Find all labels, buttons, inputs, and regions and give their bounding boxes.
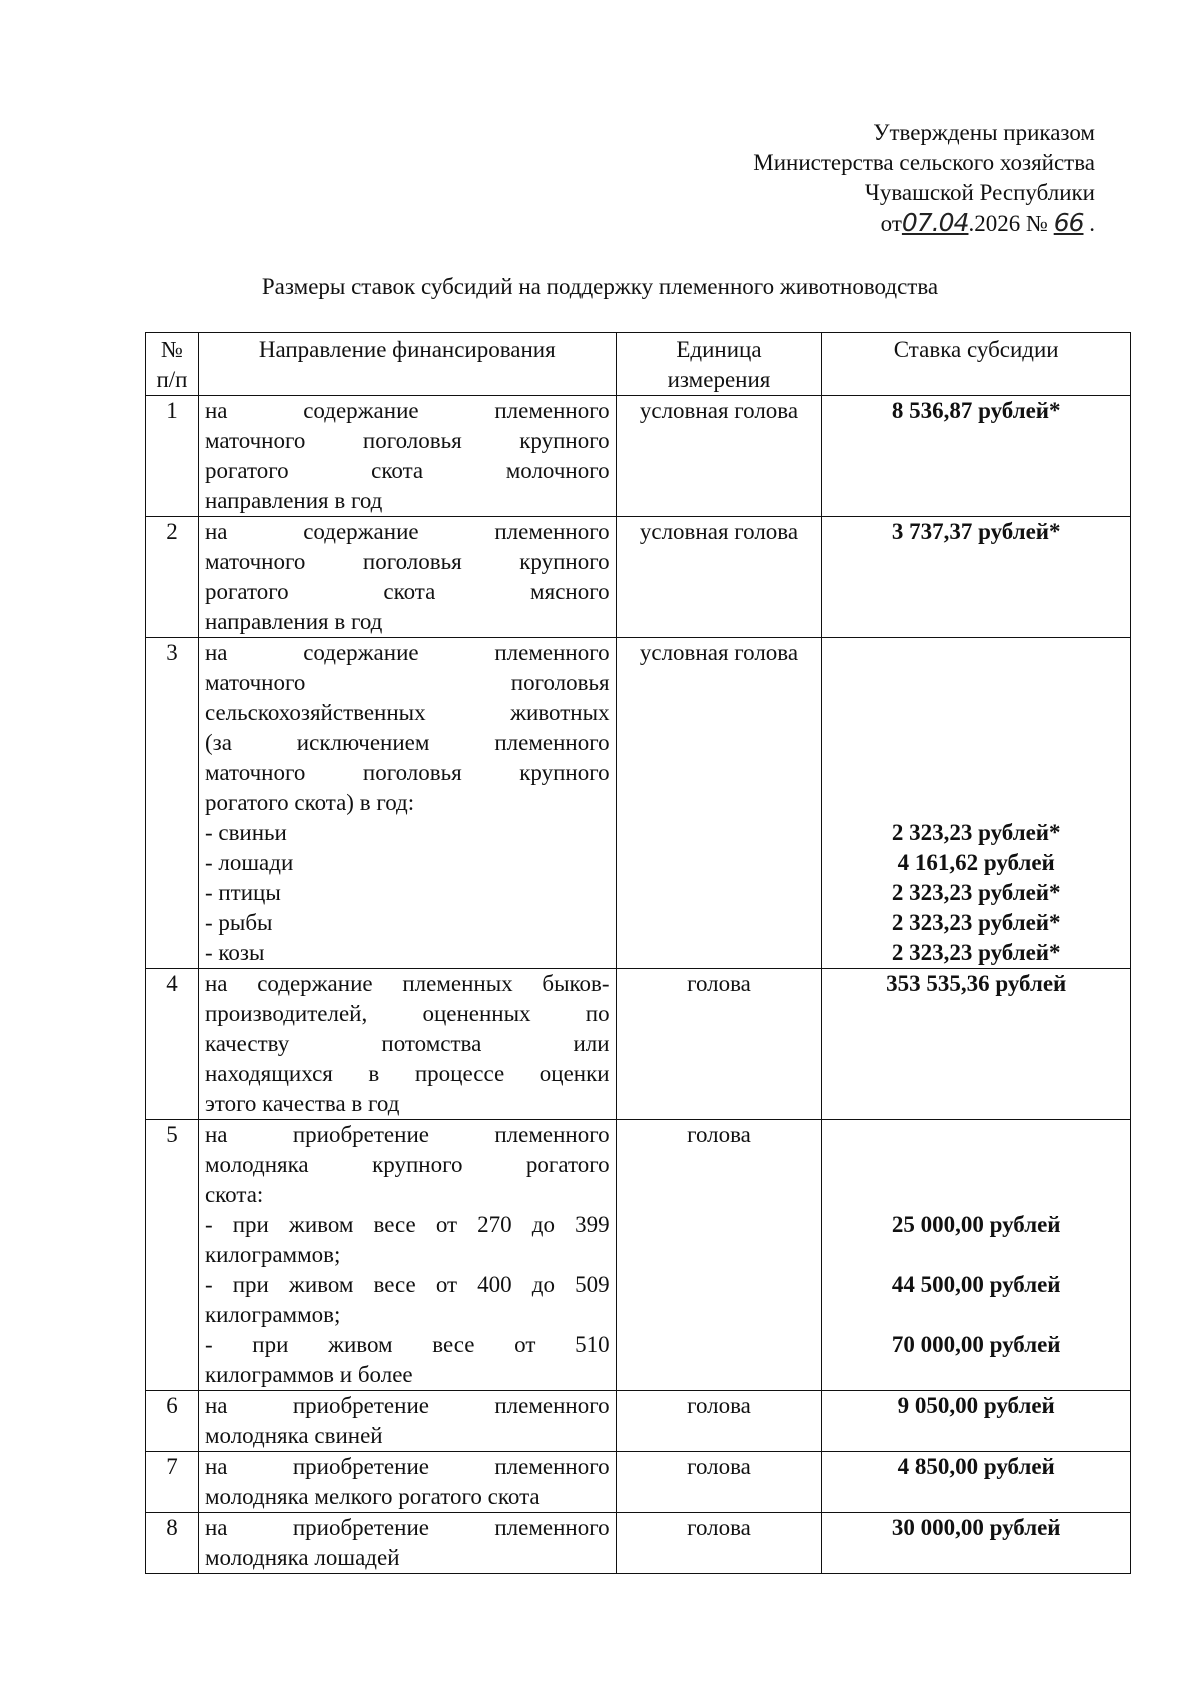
approval-line-2: Министерства сельского хозяйства [753,150,1095,175]
direction-line: маточного поголовья крупного [204,549,610,574]
row-unit: условная голова [616,396,822,517]
direction-line: маточного поголовья крупного [204,428,610,453]
header-num-line-2: п/п [156,367,188,392]
row-number: 7 [146,1452,199,1513]
direction-line: на содержание племенных быков- [204,971,610,996]
row-direction [198,638,616,969]
direction-line: маточного поголовья [204,670,610,695]
animal-sub-item: - козы [204,940,265,965]
row-rate: 4 850,00 рублей [822,1452,1131,1513]
row-direction [198,1452,616,1513]
rate-spacer [828,1180,1124,1210]
table-row [146,396,1131,517]
table-row [146,1391,1131,1452]
approval-line-1: Утверждены приказом [873,120,1095,145]
approval-block [753,118,1095,239]
direction-line: на содержание племенного [204,398,610,423]
row-rate-list [822,638,1131,969]
weight-class-rate: 25 000,00 рублей [891,1212,1061,1237]
direction-line: - при живом весе от 510 [204,1332,610,1357]
date-prefix: от [880,211,902,236]
row-unit: условная голова [616,638,822,969]
direction-line: на содержание племенного [204,640,610,665]
row-direction [198,517,616,638]
direction-line: на приобретение племенного [204,1454,610,1479]
direction-line: (за исключением племенного [204,730,610,755]
sub-item-rate: 2 323,23 рублей* [891,820,1061,845]
animal-sub-item: - свиньи [204,820,287,845]
row-rate: 30 000,00 рублей [822,1513,1131,1574]
direction-line: молодняка свиней [204,1423,383,1448]
row-unit: голова [616,1452,822,1513]
row-number: 8 [146,1513,199,1574]
handwritten-date: 07.04 [901,208,969,237]
direction-line: рогатого скота мясного [204,579,610,604]
table-row [146,517,1131,638]
row-number: 6 [146,1391,199,1452]
header-num-line-1: № [161,337,183,362]
rate-spacer [828,1240,1124,1270]
direction-line: сельскохозяйственных животных [204,700,610,725]
row-number: 5 [146,1120,199,1391]
rate-spacer [828,1300,1124,1330]
row-rate: 3 737,37 рублей* [822,517,1131,638]
row-unit: голова [616,1513,822,1574]
table-header-row [146,333,1131,396]
direction-line: рогатого скота) в год: [204,790,415,815]
row-rate: 353 535,36 рублей [822,969,1131,1120]
row-direction [198,969,616,1120]
sub-item-rate: 4 161,62 рублей [897,850,1055,875]
table-row [146,1452,1131,1513]
animal-sub-item: - рыбы [204,910,273,935]
direction-line: скота: [204,1182,264,1207]
page-title: Размеры ставок субсидий на поддержку племенного животноводства [261,274,939,299]
row-unit: голова [616,1391,822,1452]
header-rate: Ставка субсидии [822,333,1131,396]
rate-spacer [828,1120,1124,1150]
direction-line: рогатого скота молочного [204,458,610,483]
table-row [146,1513,1131,1574]
direction-line: на приобретение племенного [204,1122,610,1147]
row-rate-list [822,1120,1131,1391]
direction-line: килограммов; [204,1242,341,1267]
sub-item-rate: 2 323,23 рублей* [891,880,1061,905]
row-number: 2 [146,517,199,638]
handwritten-order-number: 66 [1053,208,1084,237]
row-direction [198,1513,616,1574]
direction-line: производителей, оцененных по [204,1001,610,1026]
header-unit-line-2: измерения [667,367,771,392]
rate-spacer [828,1150,1124,1180]
direction-line: - при живом весе от 400 до 509 [204,1272,610,1297]
sub-item-rate: 2 323,23 рублей* [891,910,1061,935]
direction-line: на приобретение племенного [204,1393,610,1418]
direction-line: килограммов и более [204,1362,413,1387]
direction-line: на содержание племенного [204,519,610,544]
header-unit-line-1: Единица [676,337,762,362]
direction-line: качеству потомства или [204,1031,610,1056]
animal-sub-item: - птицы [204,880,281,905]
header-unit [616,333,822,396]
direction-line: на приобретение племенного [204,1515,610,1540]
row-unit: голова [616,1120,822,1391]
header-num [146,333,199,396]
direction-line: молодняка крупного рогатого [204,1152,610,1177]
row-number: 3 [146,638,199,969]
direction-line: направления в год [204,488,383,513]
table-row [146,969,1131,1120]
date-suffix: .2026 № [968,211,1048,236]
direction-line: направления в год [204,609,383,634]
direction-line: молодняка лошадей [204,1545,400,1570]
row-number: 4 [146,969,199,1120]
table-row [146,638,1131,969]
row-rate: 8 536,87 рублей* [822,396,1131,517]
row-number: 1 [146,396,199,517]
direction-line: находящихся в процессе оценки [204,1061,610,1086]
row-direction [198,396,616,517]
header-direction: Направление финансирования [198,333,616,396]
row-rate: 9 050,00 рублей [822,1391,1131,1452]
direction-line: молодняка мелкого рогатого скота [204,1484,540,1509]
row-unit: голова [616,969,822,1120]
direction-line: маточного поголовья крупного [204,760,610,785]
sub-item-rate: 2 323,23 рублей* [891,940,1061,965]
approval-line-3: Чувашской Республики [864,180,1095,205]
weight-class-rate: 44 500,00 рублей [891,1272,1061,1297]
subsidy-rates-table [145,332,1131,1574]
date-end-mark: . [1089,211,1095,236]
approval-date-line [753,208,1095,239]
row-direction [198,1120,616,1391]
weight-class-rate: 70 000,00 рублей [891,1332,1061,1357]
animal-sub-item: - лошади [204,850,294,875]
direction-line: - при живом весе от 270 до 399 [204,1212,610,1237]
direction-line: этого качества в год [204,1091,400,1116]
table-row [146,1120,1131,1391]
row-direction [198,1391,616,1452]
direction-line: килограммов; [204,1302,341,1327]
row-unit: условная голова [616,517,822,638]
